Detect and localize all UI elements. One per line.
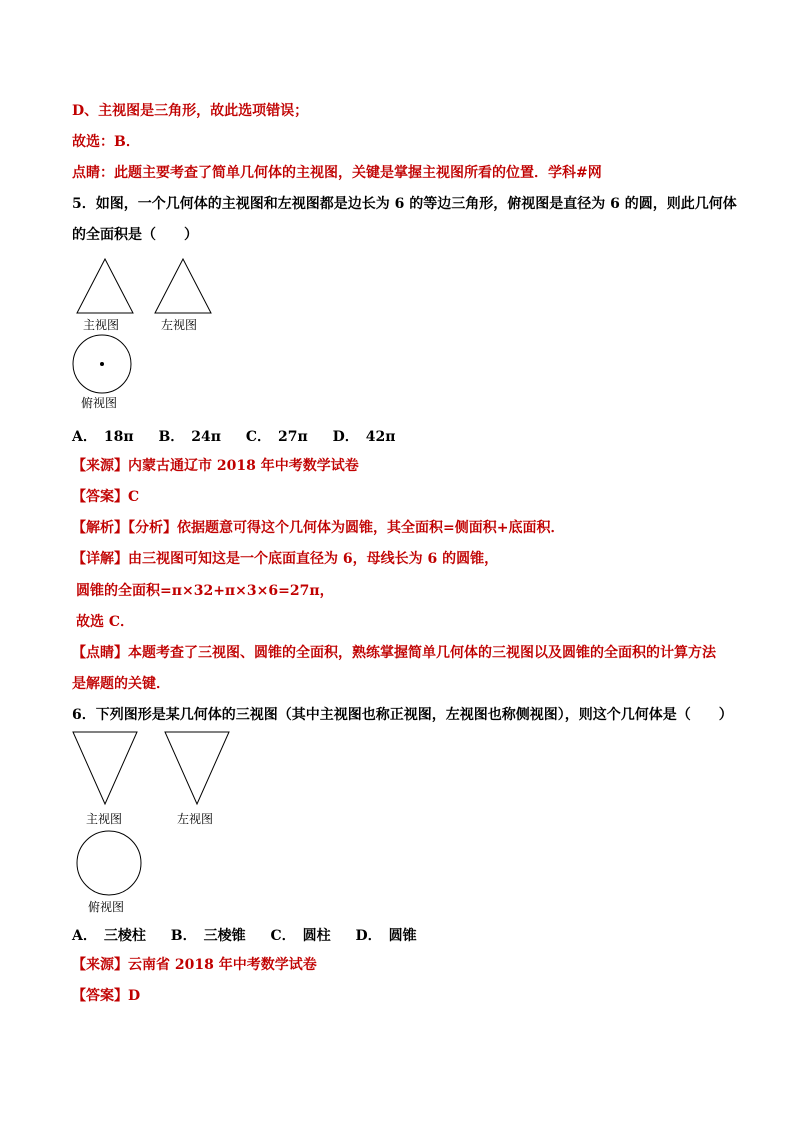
- answer-line: 故选：B．: [72, 134, 140, 150]
- q5-formula: 圆锥的全面积=π×32+π×3×6=27π，: [76, 583, 334, 599]
- q5-comment: 【点睛】本题考查了三视图、圆锥的全面积，熟练掌握简单几何体的三视图以及圆锥的全面积的计算方法: [72, 645, 716, 661]
- q5-top-view-circle: [71, 333, 133, 395]
- q6-options: [72, 925, 437, 945]
- q5-options: [72, 426, 416, 446]
- q5-front-view-triangle: [76, 258, 134, 314]
- q6-top-view-label: 俯视图: [88, 900, 125, 914]
- question-5-stem: 5．如图，一个几何体的主视图和左视图都是边长为 6 的等边三角形，俯视图是直径为 6 的圆，则此几何体: [72, 196, 737, 212]
- q5-top-view-label: 俯视图: [81, 396, 118, 410]
- q6-option-d: D． 圆锥: [355, 928, 417, 944]
- q6-answer: 【答案】D: [72, 988, 141, 1004]
- question-5-stem-cont: 的全面积是（ ）: [72, 227, 198, 243]
- q5-left-view-label: 左视图: [161, 318, 198, 332]
- q5-answer: 【答案】C: [72, 489, 140, 505]
- q5-left-view-triangle: [154, 258, 212, 314]
- q6-source: 【来源】云南省 2018 年中考数学试卷: [72, 957, 317, 973]
- q5-detail: 【详解】由三视图可知这是一个底面直径为 6，母线长为 6 的圆锥，: [72, 551, 499, 567]
- q6-option-b: B． 三棱锥: [170, 928, 246, 944]
- question-6-stem: 6．下列图形是某几何体的三视图（其中主视图也称正视图，左视图也称侧视图），则这个几何体是（ ）: [72, 707, 733, 723]
- q5-option-a: A． 18π: [72, 429, 134, 445]
- q6-top-view-circle: [75, 829, 143, 897]
- q6-left-view-label: 左视图: [177, 812, 214, 826]
- q5-option-d: D． 42π: [332, 429, 396, 445]
- q5-front-view-label: 主视图: [83, 318, 120, 332]
- q5-comment-cont: 是解题的关键．: [72, 676, 170, 692]
- q5-analysis: 【解析】【分析】依据题意可得这个几何体为圆锥，其全面积=侧面积+底面积．: [72, 520, 565, 536]
- option-d-explanation: D、主视图是三角形，故此选项错误；: [72, 103, 309, 119]
- q6-front-view-triangle: [72, 731, 138, 805]
- q6-option-c: C． 圆柱: [270, 928, 331, 944]
- q6-left-view-triangle: [164, 731, 230, 805]
- q5-choose: 故选 C．: [76, 614, 135, 630]
- q6-option-a: A． 三棱柱: [72, 928, 146, 944]
- q6-front-view-label: 主视图: [86, 812, 123, 826]
- q5-option-b: B． 24π: [158, 429, 222, 445]
- comment-line: 点睛：此题主要考查了简单几何体的主视图，关键是掌握主视图所看的位置．学科#网: [72, 165, 602, 181]
- q5-source: 【来源】内蒙古通辽市 2018 年中考数学试卷: [72, 458, 359, 474]
- q5-option-c: C． 27π: [245, 429, 308, 445]
